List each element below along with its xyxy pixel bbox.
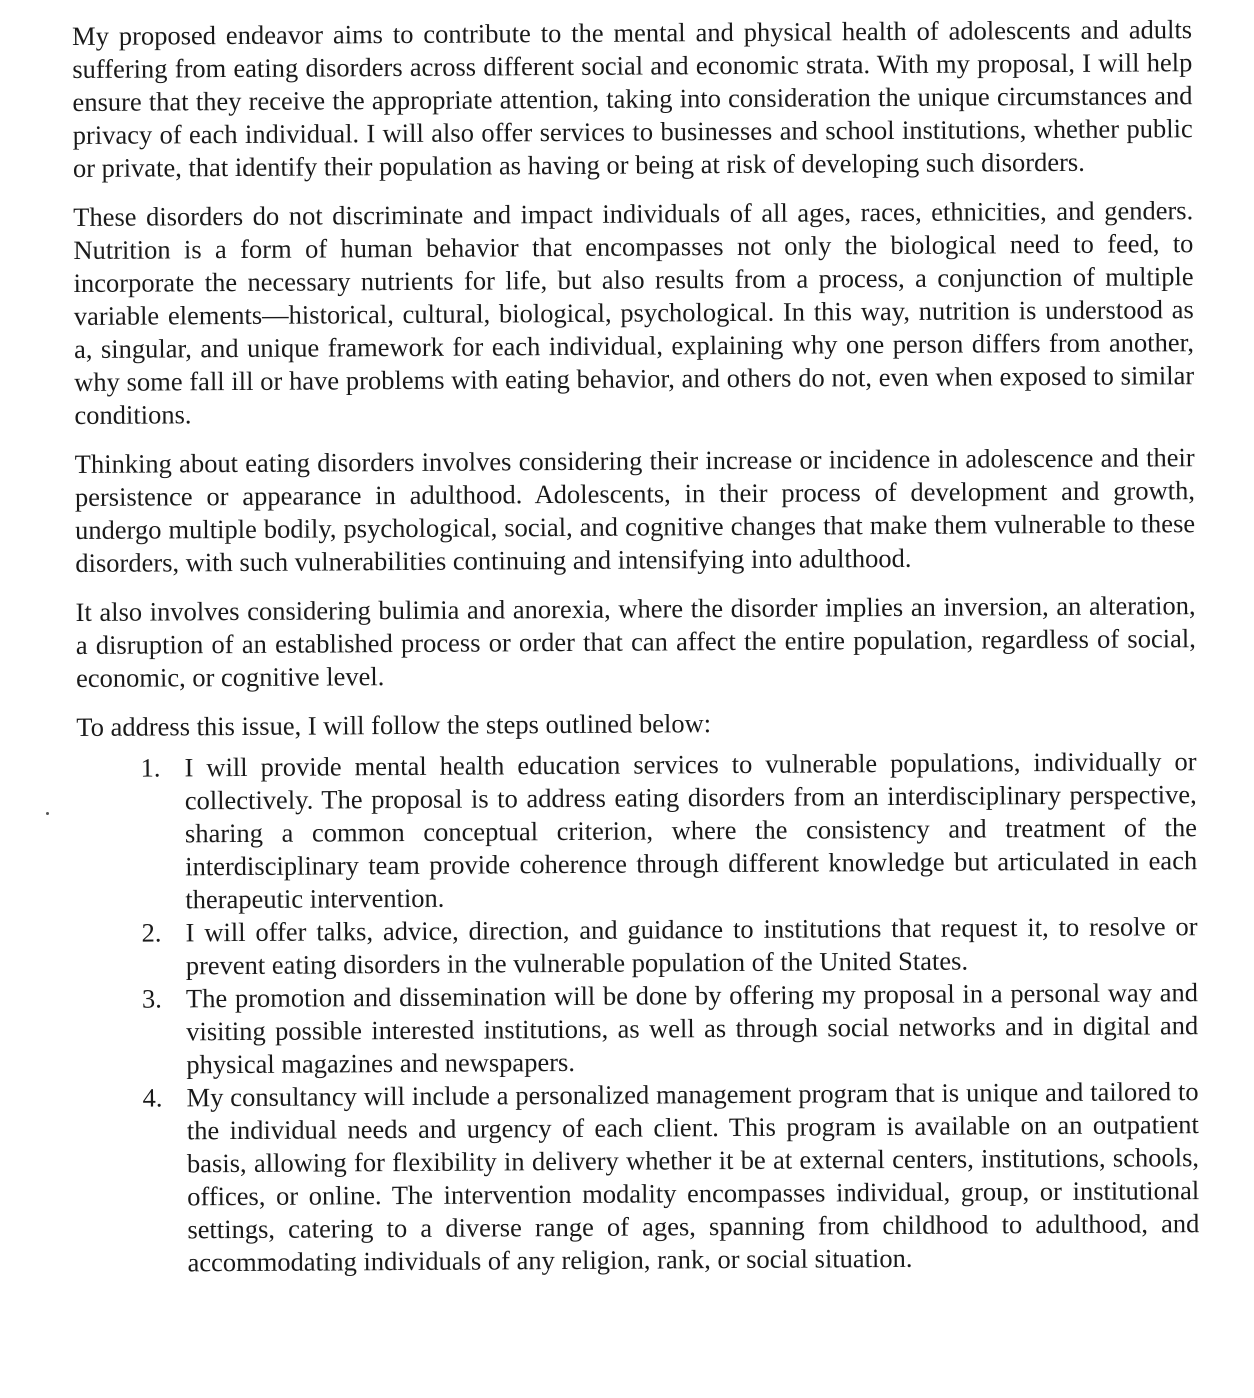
step-number: 1.	[140, 752, 161, 783]
step-text: I will provide mental health education services to vulnerable populations, individually or collectively. The proposal is to address eating disorders from an interdisciplinary perspective, sharing a common conceptual criterion, where the consistency and treatment of the interdisciplinary team provide coherence through different knowledge but articulated in each therapeutic intervention.	[184, 746, 1198, 915]
paragraph-bulimia-anorexia: It also involves considering bulimia and anorexia, where the disorder implies an inversion, an alteration, a disruption of an established process or order that can affect the entire population, regardless of social, economic, or cognitive level.	[75, 590, 1196, 693]
step-number: 4.	[142, 1082, 163, 1113]
step-text: The promotion and dissemination will be done by offering my proposal in a personal way and visiting possible interested institutions, as well as through social networks and in digital and physical magazines and newspapers.	[185, 977, 1199, 1080]
steps-list	[76, 745, 1199, 1280]
list-item	[78, 1075, 1199, 1280]
list-item	[76, 745, 1197, 917]
paragraph-endeavor: My proposed endeavor aims to contribute to the mental and physical health of adolescents and adults suffering from eating disorders across different social and economic strata. With my proposal, I will help ensure that they receive the appropriate attention, taking into consideration the unique circumstances and privacy of each individual. I will also offer services to businesses and school institutions, whether public or private, that identify their population as having or being at risk of developing such disorders.	[72, 14, 1193, 183]
step-text: I will offer talks, advice, direction, and guidance to institutions that request it, to resolve or prevent eating disorders in the vulnerable population of the United States.	[185, 911, 1198, 981]
step-text: My consultancy will include a personalized management program that is unique and tailored to the individual needs and urgency of each client. This program is available on an outpatient basis, allowing for flexibility in delivery whether it be at external centers, institutions, schools, offices, or online. The intervention modality encompasses individual, group, or institutional settings, catering to a diverse range of ages, spanning from childhood to adulthood, and accommodating individuals of any religion, rank, or social situation.	[186, 1076, 1200, 1278]
paragraph-steps-intro: To address this issue, I will follow the steps outlined below:	[76, 708, 712, 742]
step-number: 2.	[141, 917, 162, 948]
scan-speck	[46, 812, 49, 815]
paragraph-adolescence: Thinking about eating disorders involves considering their increase or incidence in adolescence and their persistence or appearance in adulthood. Adolescents, in their process of development and growth, undergo multiple bodily, psychological, social, and cognitive changes that make them vulnerable to these disorders, with such vulnerabilities continuing and intensifying into adulthood.	[74, 442, 1196, 578]
step-number: 3.	[141, 983, 162, 1014]
paragraph-nutrition: These disorders do not discriminate and impact individuals of all ages, races, ethnicities, and genders. Nutrition is a form of human behavior that encompasses not only the biological need to feed, to incorporate the necessary nutrients for life, but also results from a process, a conjunction of multiple variable elements—historical, cultural, biological, psychological. In this way, nutrition is understood as a, singular, and unique framework for each individual, explaining why one person differs from another, why some fall ill or have problems with eating behavior, and others do not, even when exposed to similar conditions.	[73, 195, 1195, 430]
list-item	[77, 910, 1197, 983]
document-page	[72, 13, 1200, 1280]
list-item	[78, 976, 1199, 1082]
